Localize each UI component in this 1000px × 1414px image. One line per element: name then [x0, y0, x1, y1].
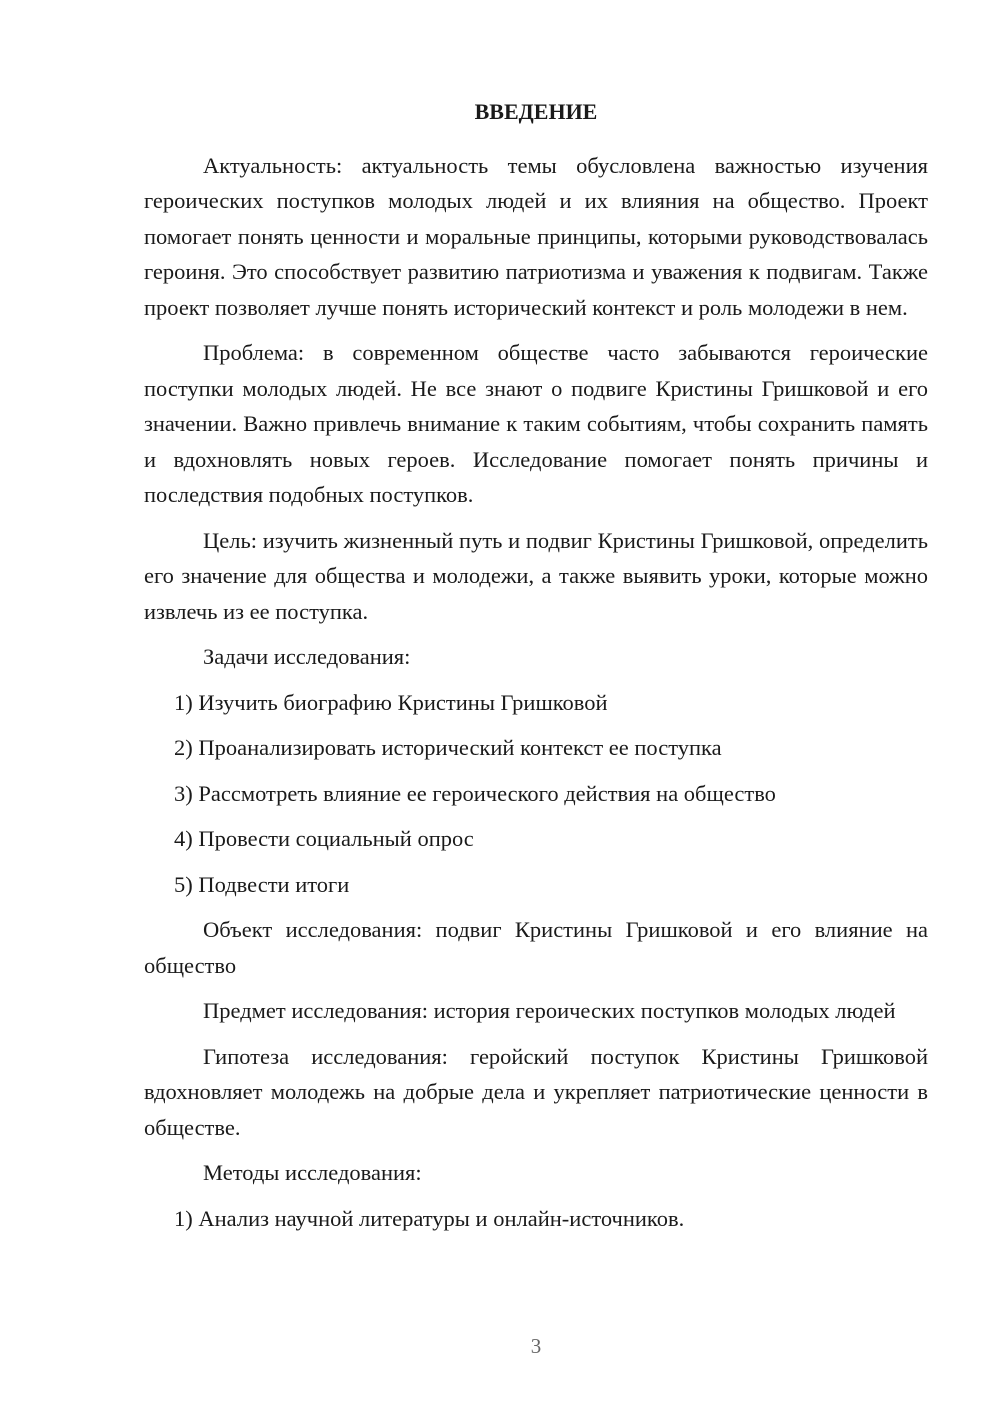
list-item: 1) Изучить биографию Кристины Гришковой — [174, 689, 608, 715]
tasks-heading: Задачи исследования: — [203, 644, 411, 669]
document-page — [144, 94, 928, 1246]
list-item: 2) Проанализировать исторический контекст ее поступка — [174, 735, 722, 760]
tasks-list — [144, 685, 928, 903]
subject-paragraph: Предмет исследования: история героических поступков молодых людей — [203, 998, 896, 1023]
problem-paragraph: Проблема: в современном обществе часто забываются героические поступки молодых людей. Не все знают о подвиге Кристины Гришковой и его значении. Важно привлечь внимание к таким событиям, чтобы сохранить память и вдохновлять новых героев. Исследование помогает понять причины и последствия подобных поступков. — [144, 340, 928, 507]
methods-list — [144, 1201, 928, 1237]
list-item: 5) Подвести итоги — [174, 871, 350, 897]
methods-heading: Методы исследования: — [203, 1160, 422, 1185]
hypothesis-paragraph: Гипотеза исследования: геройский поступок Кристины Гришковой вдохновляет молодежь на добрые дела и укрепляет патриотические ценности в обществе. — [144, 1043, 928, 1140]
list-item: 4) Провести социальный опрос — [174, 826, 474, 851]
goal-paragraph: Цель: изучить жизненный путь и подвиг Кристины Гришковой, определить его значение для общества и молодежи, а также выявить уроки, которые можно извлечь из ее поступка. — [144, 527, 928, 624]
relevance-paragraph: Актуальность: актуальность темы обусловлена важностью изучения героических поступков молодых людей и их влияния на общество. Проект помогает понять ценности и моральные принципы, которыми руководствовалась героиня. Это способствует развитию патриотизма и уважения к подвигам. Также проект позволяет лучше понять исторический контекст и роль молодежи в нем. — [144, 152, 928, 320]
page-number: 3 — [530, 1334, 542, 1358]
list-item: 3) Рассмотреть влияние ее героического действия на общество — [174, 780, 776, 806]
list-item: 1) Анализ научной литературы и онлайн-источников. — [174, 1205, 685, 1231]
object-paragraph: Объект исследования: подвиг Кристины Гришковой и его влияние на общество — [144, 917, 928, 978]
section-title: ВВЕДЕНИЕ — [474, 99, 598, 124]
